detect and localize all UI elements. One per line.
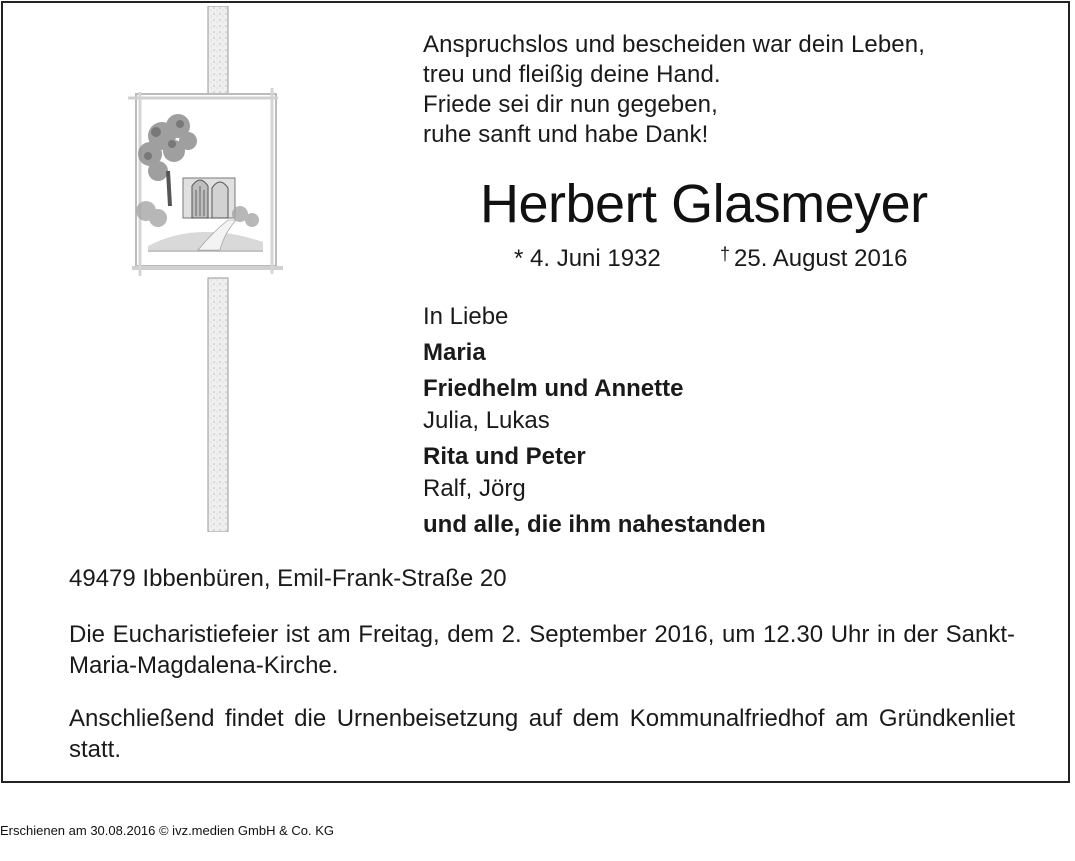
mourner-name: Friedhelm und Annette xyxy=(423,375,684,402)
burial-info: Anschließend findet die Urnenbeisetzung auf dem Kommunalfriedhof am Gründkenliet statt. xyxy=(69,705,1015,763)
mourners-closing: und alle, die ihm nahestanden xyxy=(423,511,766,538)
mourner-name: Rita und Peter xyxy=(423,443,586,470)
mourners-list xyxy=(423,301,766,541)
poem-line: Anspruchslos und bescheiden war dein Leben, xyxy=(423,31,925,58)
address: 49479 Ibbenbüren, Emil-Frank-Straße 20 xyxy=(69,565,507,592)
death-date: 25. August 2016 xyxy=(734,245,908,272)
cross-icon: † xyxy=(720,244,731,264)
obituary-card xyxy=(1,1,1070,783)
cross-garden-illustration xyxy=(128,6,283,532)
death-date-group xyxy=(720,243,908,276)
publication-footer: Erschienen am 30.08.2016 © ivz.medien GmbH & Co. KG xyxy=(0,823,335,838)
poem-line: ruhe sanft und habe Dank! xyxy=(423,121,709,148)
mourners-intro: In Liebe xyxy=(423,303,509,330)
mourner-name: Maria xyxy=(423,339,486,366)
deceased-name: Herbert Glasmeyer xyxy=(480,174,928,234)
poem xyxy=(423,30,925,150)
mourner-children: Julia, Lukas xyxy=(423,407,550,434)
poem-line: treu und fleißig deine Hand. xyxy=(423,61,721,88)
mourner-children: Ralf, Jörg xyxy=(423,475,526,502)
service-info: Die Eucharistiefeier ist am Freitag, dem 2. September 2016, um 12.30 Uhr in der Sankt-Maria-Magdalena-Kirche. xyxy=(69,621,1015,679)
birth-date: * 4. Juni 1932 xyxy=(514,245,661,272)
poem-line: Friede sei dir nun gegeben, xyxy=(423,91,718,118)
